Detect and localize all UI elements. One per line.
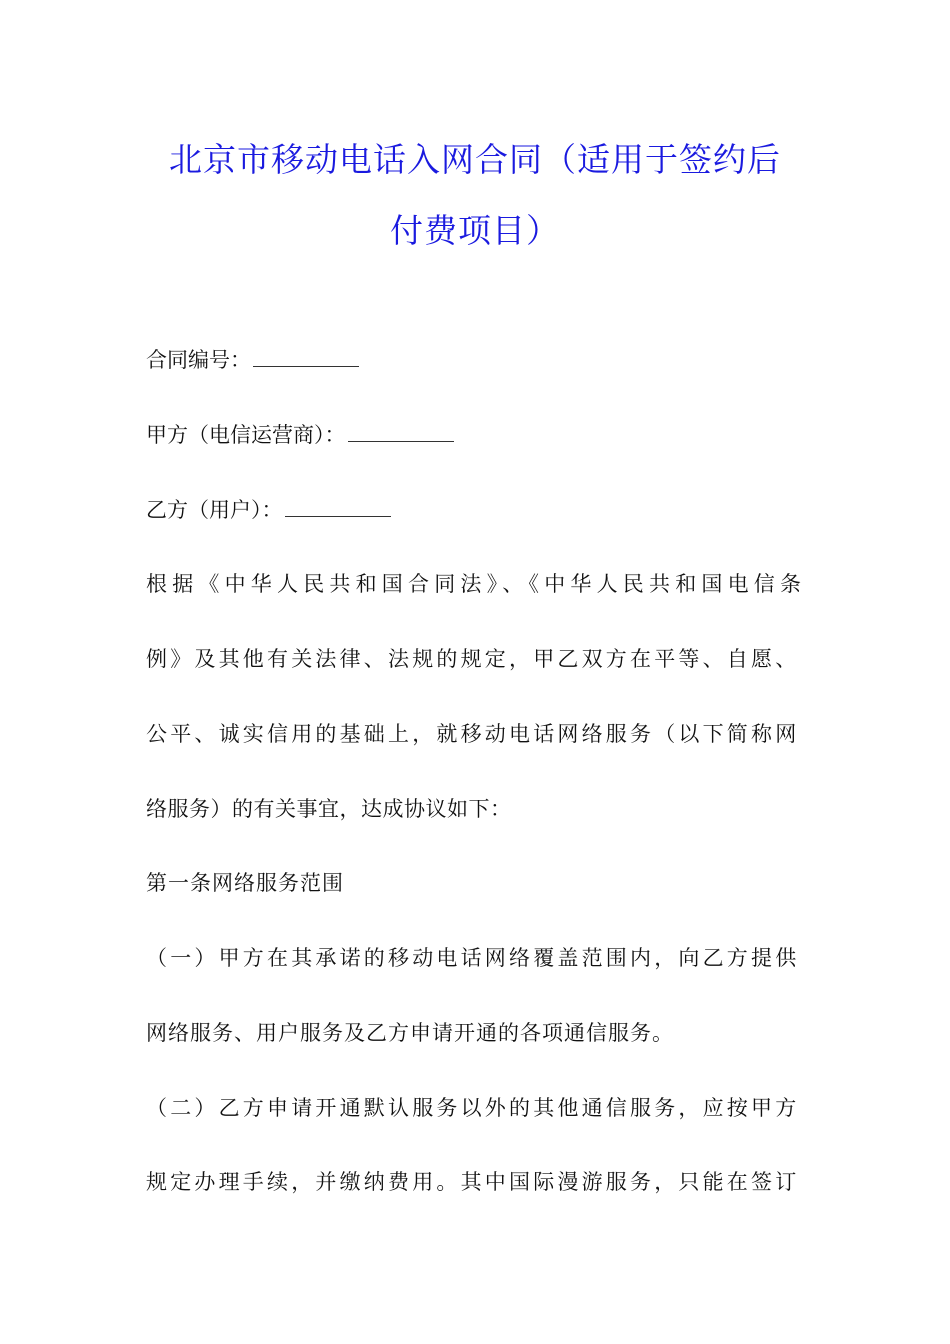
article-1-heading: 第一条网络服务范围 (146, 871, 344, 895)
clause-2-line-1: （二）乙方申请开通默认服务以外的其他通信服务，应按甲方 (146, 1096, 800, 1120)
party-a-blank[interactable] (348, 423, 454, 442)
preamble-line-4: 络服务）的有关事宜，达成协议如下： (146, 797, 512, 821)
clause-2-line-2: 规定办理手续，并缴纳费用。其中国际漫游服务，只能在签订 (146, 1170, 800, 1194)
contract-number-field (146, 346, 806, 374)
document-title-line-1: 北京市移动电话入网合同（适用于签约后 (169, 140, 781, 179)
document-title-line-2: 付费项目） (390, 211, 560, 250)
preamble-line-2: 例》及其他有关法律、法规的规定，甲乙双方在平等、自愿、 (146, 647, 800, 671)
party-b-label: 乙方（用户）： (146, 498, 283, 522)
party-b-field (146, 496, 806, 524)
clause-1-line-2: 网络服务、用户服务及乙方申请开通的各项通信服务。 (146, 1021, 674, 1045)
party-a-field (146, 421, 806, 449)
contract-number-label: 合同编号： (146, 348, 251, 372)
party-a-label: 甲方（电信运营商）： (146, 423, 346, 447)
party-b-blank[interactable] (285, 498, 391, 517)
preamble-line-3: 公平、诚实信用的基础上，就移动电话网络服务（以下简称网 (146, 722, 800, 746)
contract-number-blank[interactable] (253, 348, 359, 367)
clause-1-line-1: （一）甲方在其承诺的移动电话网络覆盖范围内，向乙方提供 (146, 946, 800, 970)
preamble-line-1: 根据《中华人民共和国合同法》、《中华人民共和国电信条 (146, 572, 807, 596)
